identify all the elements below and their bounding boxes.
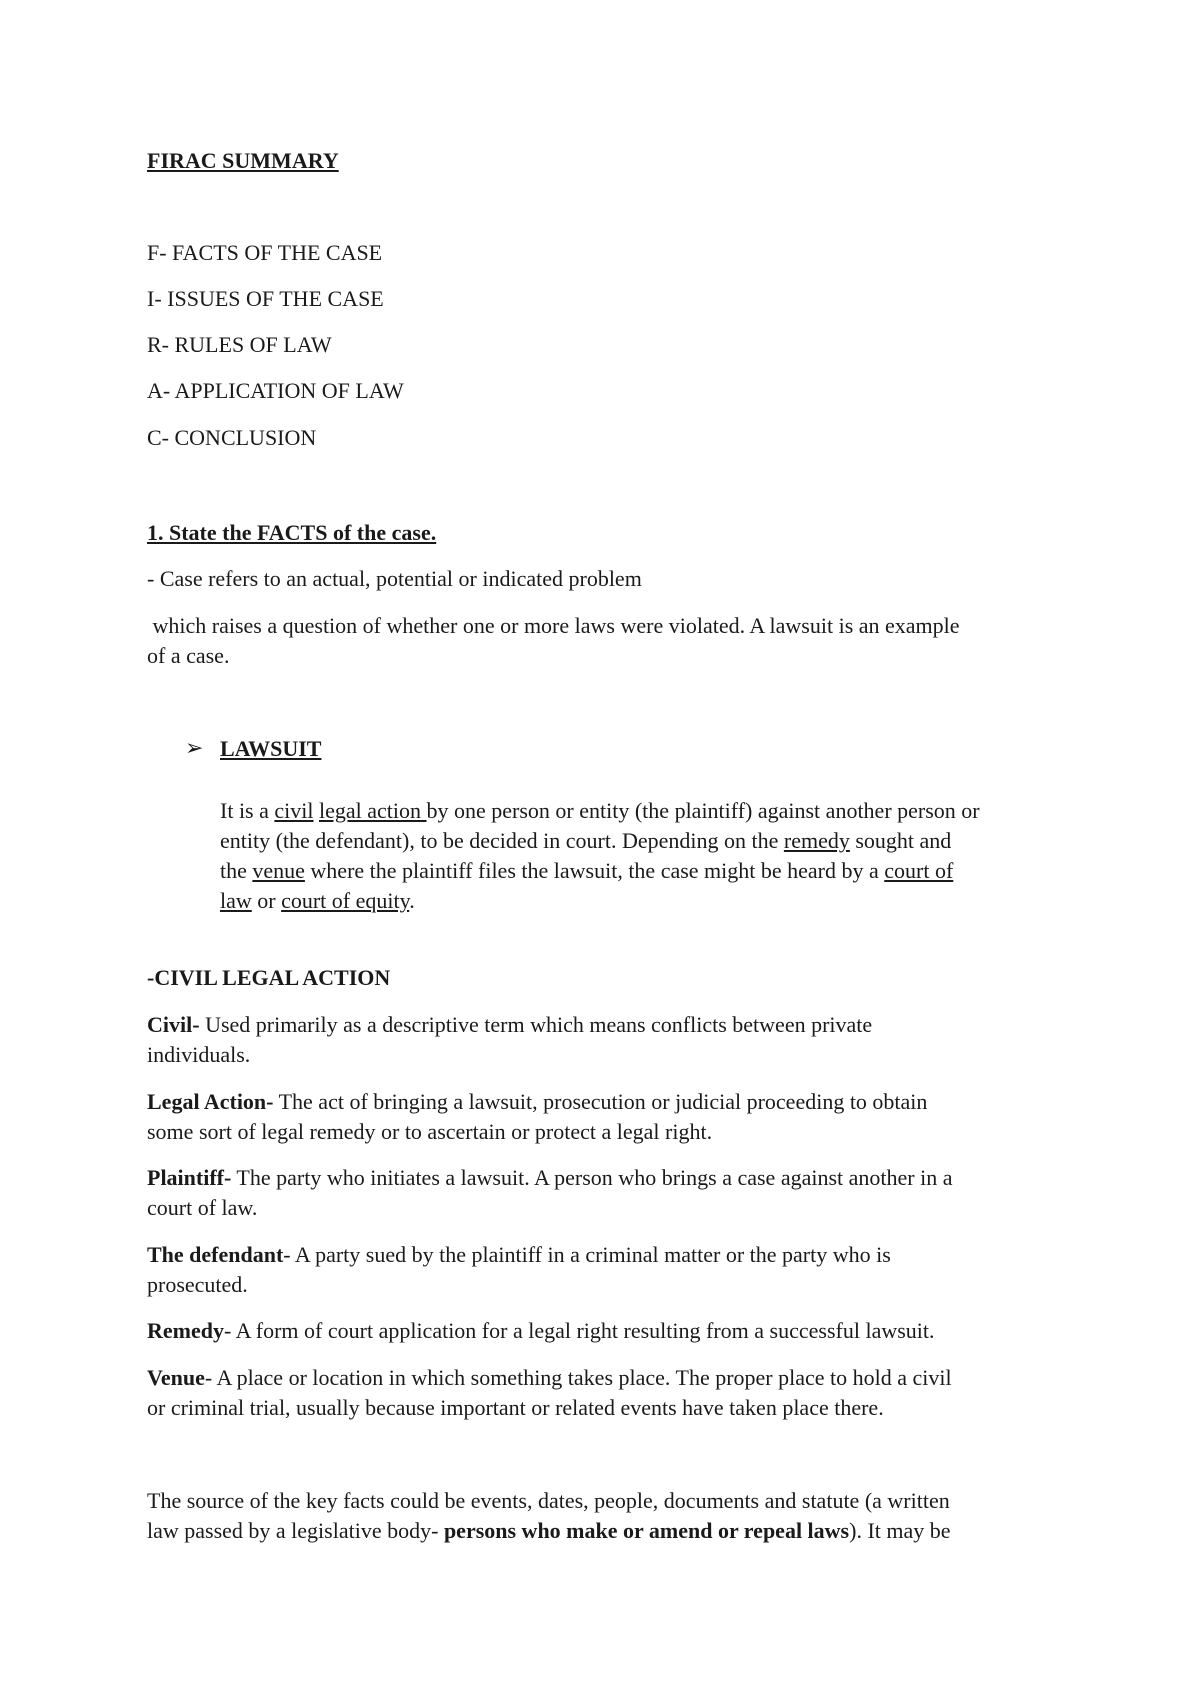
link-legal-action[interactable]: legal action [319, 798, 427, 823]
section1-line1: - Case refers to an actual, potential or indicated problem [147, 566, 642, 591]
document-title: FIRAC SUMMARY [147, 148, 339, 173]
lawsuit-paragraph-line2: entity (the defendant), to be decided in court. Depending on the remedy sought and [220, 828, 952, 853]
link-remedy[interactable]: remedy [783, 828, 850, 853]
firac-item-facts: F- FACTS OF THE CASE [147, 240, 383, 265]
definition-civil-line1: Civil- Used primarily as a descriptive term which means conflicts between private [147, 1012, 873, 1037]
arrow-bullet-icon: ➢ [185, 736, 204, 761]
definition-defendant-line1: The defendant- A party sued by the plaintiff in a criminal matter or the party who is [147, 1242, 891, 1267]
firac-item-issues: I- ISSUES OF THE CASE [147, 286, 384, 311]
link-venue[interactable]: venue [252, 858, 305, 883]
definition-civil-line2: individuals. [147, 1042, 251, 1067]
definition-legal-action-line2: some sort of legal remedy or to ascertain or protect a legal right. [147, 1119, 713, 1144]
lawsuit-paragraph-line3: the venue where the plaintiff files the lawsuit, the case might be heard by a court of [220, 858, 954, 883]
term-civil: Civil- [147, 1012, 200, 1037]
closing-bold-phrase: persons who make or amend or repeal laws [443, 1518, 850, 1543]
firac-item-application: A- APPLICATION OF LAW [147, 378, 404, 403]
section1-line2: which raises a question of whether one or more laws were violated. A lawsuit is an example [147, 613, 960, 638]
lawsuit-heading: LAWSUIT [220, 736, 322, 761]
lawsuit-paragraph-line4: law or court of equity. [220, 888, 415, 913]
definition-venue-line1: Venue- A place or location in which something takes place. The proper place to hold a civil [147, 1365, 952, 1390]
term-venue: Venue [147, 1365, 205, 1390]
closing-line1: The source of the key facts could be events, dates, people, documents and statute (a written [147, 1488, 950, 1513]
term-legal-action: Legal Action- [147, 1089, 274, 1114]
link-court-of-equity[interactable]: court of equity [281, 888, 410, 913]
definition-legal-action-line1: Legal Action- The act of bringing a lawsuit, prosecution or judicial proceeding to obtain [147, 1089, 928, 1114]
term-remedy: Remedy [147, 1318, 224, 1343]
definition-plaintiff-line1: Plaintiff- The party who initiates a lawsuit. A person who brings a case against another in a [147, 1165, 953, 1190]
section1-line3: of a case. [147, 643, 230, 668]
definition-remedy-line1: Remedy- A form of court application for a legal right resulting from a successful lawsuit. [147, 1318, 935, 1343]
civil-legal-action-heading: -CIVIL LEGAL ACTION [147, 965, 391, 990]
closing-line2: law passed by a legislative body- persons who make or amend or repeal laws). It may be [147, 1518, 951, 1543]
definition-venue-line2: or criminal trial, usually because important or related events have taken place there. [147, 1395, 884, 1420]
link-civil[interactable]: civil [274, 798, 314, 823]
term-plaintiff: Plaintiff- [147, 1165, 232, 1190]
link-court-of-law[interactable]: court of [884, 858, 954, 883]
link-court-of-law-end[interactable]: law [220, 888, 252, 913]
definition-defendant-line2: prosecuted. [147, 1272, 248, 1297]
section1-heading: 1. State the FACTS of the case. [147, 520, 437, 545]
definition-plaintiff-line2: court of law. [147, 1195, 258, 1220]
term-defendant: The defendant [147, 1242, 284, 1267]
lawsuit-paragraph-line1: It is a civil legal action by one person or entity (the plaintiff) against another person or [220, 798, 980, 823]
firac-item-conclusion: C- CONCLUSION [147, 425, 317, 450]
firac-item-rules: R- RULES OF LAW [147, 332, 332, 357]
